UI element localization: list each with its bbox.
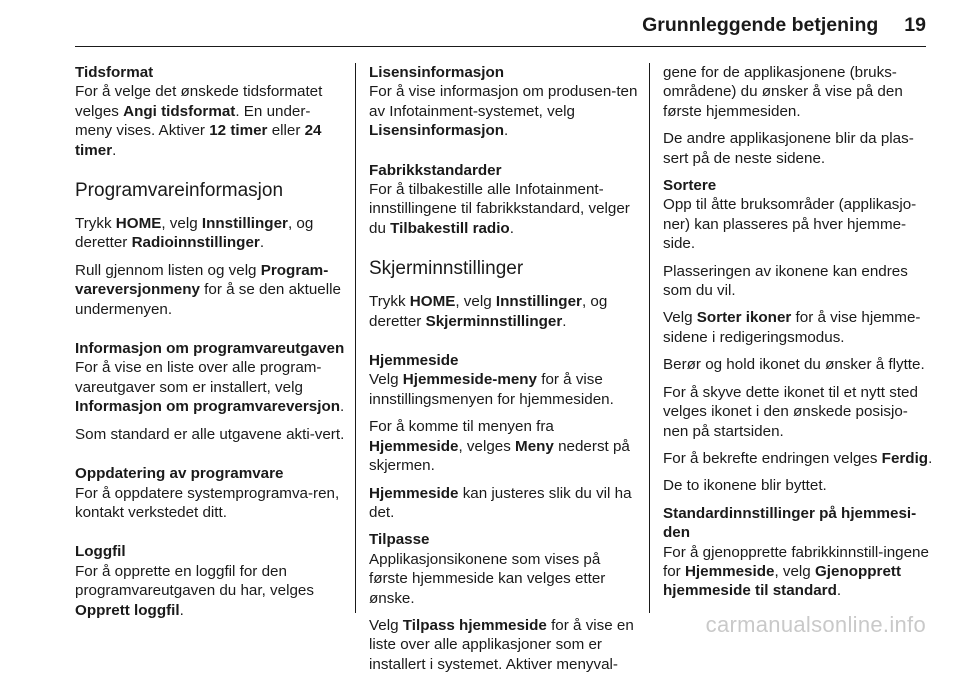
tidsformat-heading: Tidsformat bbox=[75, 64, 154, 81]
text: . bbox=[928, 449, 933, 467]
standard-hjemmeside-heading: Standardinnstillinger på hjemmesi-den bbox=[663, 504, 917, 542]
menu-term: Innstillinger bbox=[201, 215, 288, 233]
text: nederst på skjermen. bbox=[369, 437, 630, 475]
text: Trykk bbox=[75, 215, 116, 233]
menu-term: Ferdig bbox=[881, 449, 929, 467]
text: Velg bbox=[369, 616, 403, 634]
column-2 bbox=[369, 63, 639, 682]
text: Rull gjennom listen og velg bbox=[75, 261, 261, 279]
info-paragraph bbox=[75, 339, 345, 417]
sorter-ikoner-paragraph bbox=[663, 308, 933, 347]
text: . bbox=[509, 219, 514, 237]
text: , velges bbox=[458, 437, 516, 455]
menu-term: Hjemmeside-meny bbox=[402, 371, 537, 389]
menu-term: Innstillinger bbox=[495, 293, 582, 311]
text: For å opprette en loggfil for den programvareutgaven du har, velges bbox=[75, 562, 314, 600]
text: for å vise innstillingsmenyen for hjemmesiden. bbox=[369, 371, 614, 408]
komme-paragraph bbox=[369, 417, 639, 475]
column-divider-1 bbox=[355, 63, 356, 613]
continued-paragraph: gene for de applikasjonene (bruks-områdene) du ønsker å vise på den første hjemmesiden. bbox=[663, 64, 903, 120]
page-number: 19 bbox=[904, 14, 926, 36]
menu-term: Tilpass hjemmeside bbox=[402, 616, 547, 634]
menu-term: 12 timer bbox=[209, 122, 268, 140]
text: . bbox=[504, 122, 509, 140]
lisens-paragraph bbox=[369, 63, 639, 141]
text: Trykk bbox=[369, 293, 410, 311]
andre-paragraph: De andre applikasjonene blir da plas-sert på de neste sidene. bbox=[663, 130, 914, 167]
programvare-paragraph bbox=[75, 214, 345, 253]
text: . bbox=[259, 234, 265, 252]
text: for å vise en liste over alle applikasjoner som er installert i systemet. Aktiver menyval- bbox=[369, 616, 634, 673]
info-heading: Informasjon om programvareutgaven bbox=[75, 340, 345, 358]
menu-term: Opprett loggfil bbox=[75, 601, 180, 619]
menu-term: Tilbakestill radio bbox=[390, 219, 510, 237]
tilpasse-heading: Tilpasse bbox=[369, 531, 430, 549]
text: kan justeres slik du vil ha det. bbox=[369, 484, 632, 521]
text: , og deretter bbox=[75, 215, 314, 252]
text: , velg bbox=[774, 562, 815, 580]
menu-term: Hjemmeside bbox=[369, 437, 459, 455]
column-1 bbox=[75, 63, 345, 628]
rull-paragraph bbox=[75, 261, 345, 319]
tidsformat-paragraph bbox=[75, 63, 345, 160]
fabrikk-heading: Fabrikkstandarder bbox=[369, 161, 502, 179]
tilpasse-paragraph bbox=[369, 530, 639, 608]
header-rule bbox=[75, 46, 926, 47]
text: For å vise en liste over alle program-vareutgaver som er installert, velg bbox=[75, 359, 322, 396]
text: Applikasjonsikonene som vises på første hjemmeside kan velges etter ønske. bbox=[369, 550, 606, 607]
standard-paragraph: Som standard er alle utgavene akti-vert. bbox=[75, 425, 345, 443]
hjemmeside-paragraph bbox=[369, 351, 639, 409]
section-title: Grunnleggende betjening bbox=[642, 14, 879, 36]
text: . En under-meny vises. Aktiver bbox=[75, 102, 311, 140]
text: For å tilbakestille alle Infotainment-innstillingene til fabrikkstandard, velger du bbox=[369, 181, 630, 237]
text: Opp til åtte bruksområder (applikasjo-ner) kan plasseres på hver hjemme-side. bbox=[663, 196, 917, 253]
menu-term: HOME bbox=[115, 215, 162, 233]
oppdatering-paragraph bbox=[75, 464, 345, 522]
velg-tilpass-paragraph bbox=[369, 616, 639, 674]
berør-paragraph: Berør og hold ikonet du ønsker å flytte. bbox=[663, 356, 925, 374]
skyve-paragraph: For å skyve dette ikonet til et nytt sted velges ikonet i den ønskede posisjo-nen på startsiden. bbox=[663, 383, 918, 440]
column-divider-2 bbox=[649, 63, 650, 613]
fabrikk-paragraph bbox=[369, 161, 639, 239]
oppdatering-heading: Oppdatering av programvare bbox=[75, 465, 284, 483]
text: For å vise informasjon om produsen-ten av Infotainment-systemet, velg bbox=[369, 83, 638, 120]
loggfil-paragraph bbox=[75, 542, 345, 620]
justeres-paragraph bbox=[369, 484, 639, 523]
menu-term: 24 timer bbox=[75, 122, 322, 159]
column-3 bbox=[663, 63, 933, 609]
text: , velg bbox=[161, 215, 202, 233]
lisens-heading: Lisensinformasjon bbox=[369, 64, 505, 81]
text: Velg bbox=[663, 309, 697, 327]
text: For å oppdatere systemprogramva-ren, kontakt verkstedet ditt. bbox=[75, 484, 340, 521]
menu-term: HOME bbox=[409, 293, 456, 311]
menu-term: Skjerminnstillinger bbox=[425, 312, 563, 330]
menu-term: Hjemmeside bbox=[684, 562, 775, 580]
skjerm-title: Skjerminnstillinger bbox=[369, 258, 524, 280]
page-header bbox=[642, 14, 926, 37]
text: , og deretter bbox=[369, 293, 608, 330]
text: For å gjenopprette fabrikkinnstill-ingene for bbox=[663, 543, 929, 580]
plassering-paragraph: Plasseringen av ikonene kan endres som du vil. bbox=[663, 262, 908, 300]
watermark: carmanualsonline.info bbox=[705, 612, 926, 637]
byttet-paragraph: De to ikonene blir byttet. bbox=[663, 477, 827, 495]
standard-hjemmeside-paragraph bbox=[663, 504, 933, 601]
text: eller bbox=[267, 122, 305, 140]
hjemmeside-heading: Hjemmeside bbox=[369, 352, 459, 370]
text: . bbox=[340, 398, 345, 416]
sortere-paragraph bbox=[663, 176, 933, 254]
loggfil-heading: Loggfil bbox=[75, 543, 126, 561]
menu-term: Angi tidsformat bbox=[123, 102, 236, 120]
text: for å vise hjemme-sidene i redigeringsmodus. bbox=[663, 309, 921, 346]
sortere-heading: Sortere bbox=[663, 177, 717, 195]
bekrefte-paragraph bbox=[663, 449, 933, 468]
menu-term: Gjenopprett hjemmeside til standard bbox=[663, 562, 902, 600]
text: . bbox=[562, 312, 567, 330]
text: For å velge det ønskede tidsformatet velges bbox=[75, 83, 323, 120]
text: for å se den aktuelle undermenyen. bbox=[75, 281, 341, 318]
text: . bbox=[179, 601, 184, 619]
menu-term: Meny bbox=[515, 437, 554, 455]
menu-term: Informasjon om programvareversjon bbox=[75, 398, 341, 416]
text: . bbox=[836, 582, 842, 600]
menu-term: Sorter ikoner bbox=[696, 309, 792, 327]
skjerm-paragraph bbox=[369, 292, 639, 331]
menu-term: Radioinnstillinger bbox=[131, 234, 260, 252]
text: Velg bbox=[369, 371, 403, 389]
text: , velg bbox=[455, 293, 496, 311]
menu-term: Lisensinformasjon bbox=[369, 122, 505, 140]
text: . bbox=[112, 141, 117, 159]
menu-term: Program-vareversjonmeny bbox=[75, 261, 329, 299]
programvare-title: Programvareinformasjon bbox=[75, 180, 284, 202]
text: For å bekrefte endringen velges bbox=[663, 449, 882, 467]
menu-term: Hjemmeside bbox=[369, 484, 459, 502]
text: For å komme til menyen fra bbox=[369, 418, 554, 436]
